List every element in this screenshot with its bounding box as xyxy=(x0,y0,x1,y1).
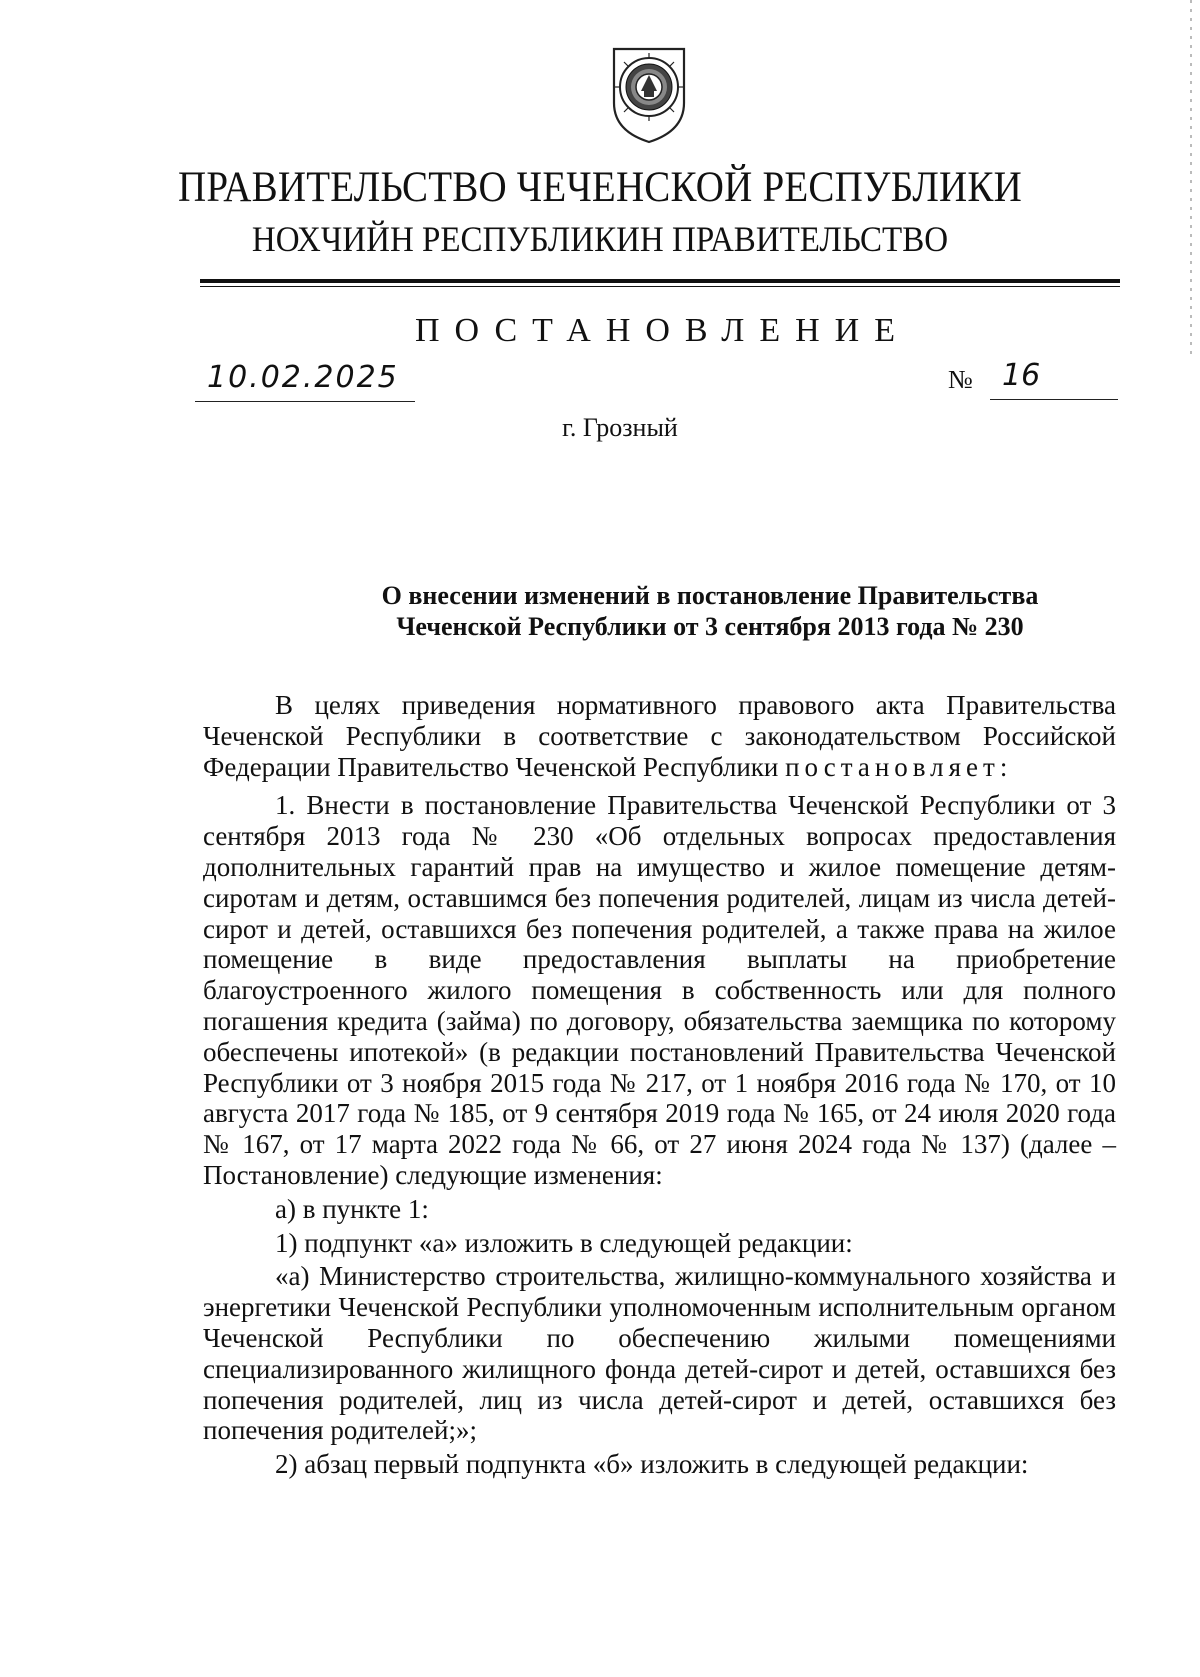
paragraph-new-wording-a: «а) Министерство строительства, жилищно-коммунального хозяйства и энергетики Чеченской Республики уполномоченным исполнительным органом Чеченской Республики по обеспечению жилыми помещениями специализированного жилищного фонда детей-сирот и детей, оставшихся без попечения родителей, лиц из числа детей-сирот и детей, оставшихся без попечения родителей;»; xyxy=(203,1261,1116,1446)
document-date: 10.02.2025 xyxy=(195,360,415,402)
document-city: г. Грозный xyxy=(562,413,678,442)
preamble-resolves: постановляет: xyxy=(785,751,1013,782)
preamble-text: В целях приведения нормативного правового акта Правительства Чеченской Республики в соответствие с законодательством Российской Федерации Правительство Чеченской Республики xyxy=(203,690,1116,782)
title-line-2: Чеченской Республики от 3 сентября 2013 года № 230 xyxy=(396,612,1024,641)
coat-of-arms-emblem-icon xyxy=(608,45,690,145)
document-number: 16 xyxy=(990,358,1118,400)
number-label: № xyxy=(948,365,973,394)
document-title xyxy=(200,580,1120,642)
document-type: ПОСТАНОВЛЕНИЕ xyxy=(414,312,911,349)
paragraph-subitem-2: 2) абзац первый подпункта «б» изложить в следующей редакции: xyxy=(275,1449,1029,1480)
org-name-chechen: НОХЧИЙН РЕСПУБЛИКИН ПРАВИТЕЛЬСТВО xyxy=(251,220,949,260)
paragraph-subitem-1: 1) подпункт «а» изложить в следующей редакции: xyxy=(275,1227,853,1258)
org-name-russian: ПРАВИТЕЛЬСТВО ЧЕЧЕНСКОЙ РЕСПУБЛИКИ xyxy=(178,163,1022,212)
paragraph-subitem-a: а) в пункте 1: xyxy=(275,1193,429,1224)
title-line-1: О внесении изменений в постановление Правительства xyxy=(381,581,1039,610)
header-divider-thin xyxy=(200,286,1120,287)
paragraph-preamble xyxy=(203,690,1116,782)
document-body xyxy=(203,690,1116,1483)
paragraph-item-1: 1. Внести в постановление Правительства Чеченской Республики от 3 сентября 2013 года № 230 «Об отдельных вопросах предоставления дополнительных гарантий прав на имущество и жилое помещение детям-сиротам и детям, оставшимся без попечения родителей, лицам из числа детей-сирот и детей, оставшихся без попечения родителей, а также права на жилое помещение в виде предоставления выплаты на приобретение благоустроенного жилого помещения в собственность или для полного погашения кредита (займа) по договору, обязательства заемщика по которому обеспечены ипотекой» (в редакции постановлений Правительства Чеченской Республики от 3 ноября 2015 года № 217, от 1 ноября 2016 года № 170, от 10 августа 2017 года № 185, от 9 сентября 2019 года № 165, от 24 июля 2020 года № 167, от 17 марта 2022 года № 66, от 27 июня 2024 года № 137) (далее – Постановление) следующие изменения: xyxy=(203,790,1116,1190)
header-divider-thick xyxy=(200,279,1120,283)
